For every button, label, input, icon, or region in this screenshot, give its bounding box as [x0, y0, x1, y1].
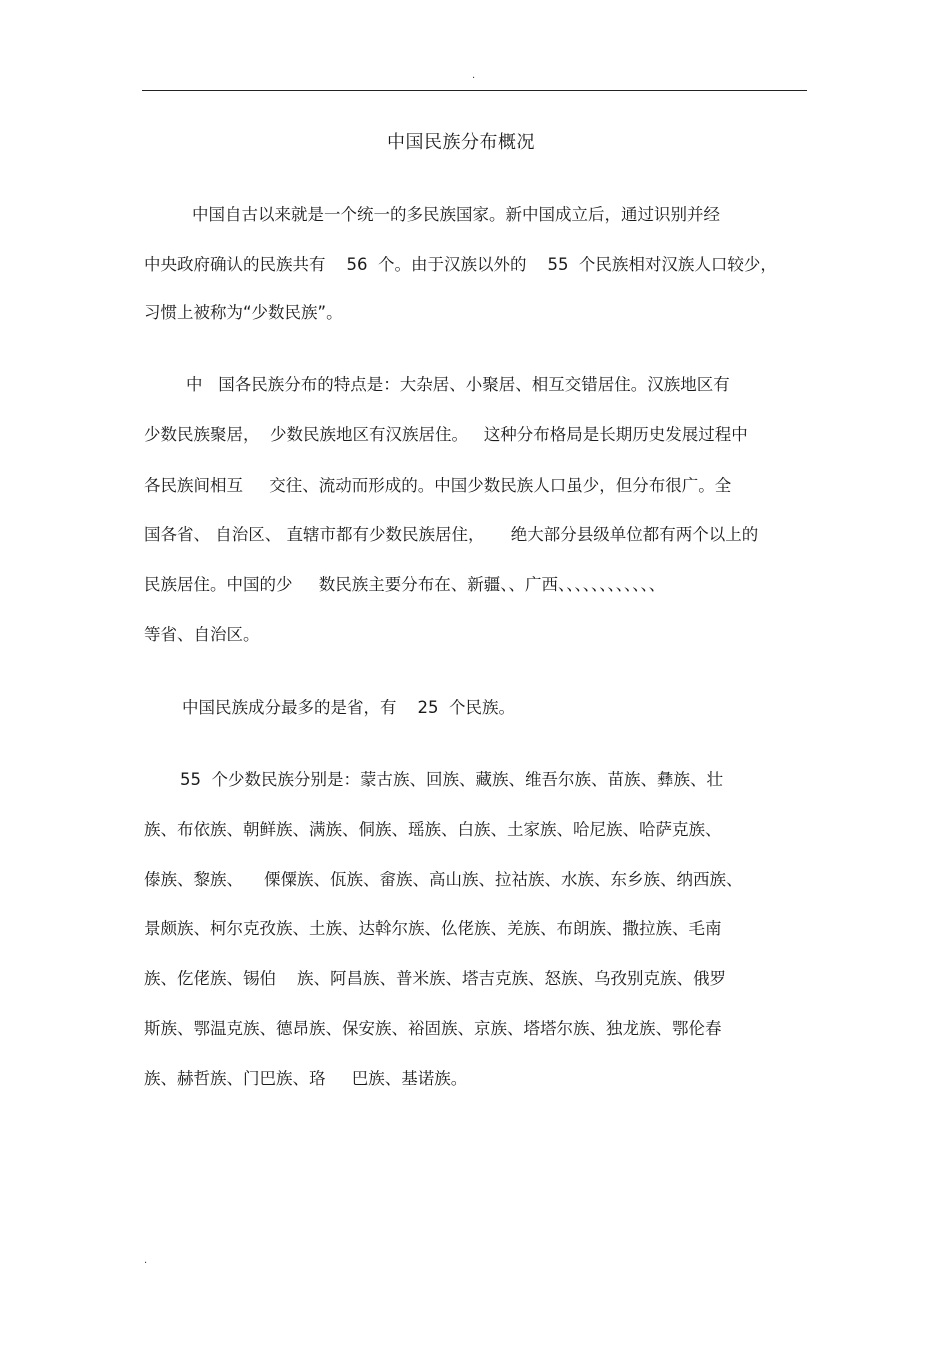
paragraph-4-line-4: 景颇族、柯尔克孜族、土族、达斡尔族、仫佬族、羌族、布朗族、撒拉族、毛南	[144, 919, 722, 938]
paragraph-2-line-6: 等省、自治区。	[144, 625, 260, 644]
paragraph-4-line-2: 族、布依族、朝鲜族、满族、侗族、瑶族、白族、土家族、哈尼族、哈萨克族、	[144, 820, 722, 839]
paragraph-2-line-3: 各民族间相互 交往、流动而形成的。中国少数民族人口虽少，但分布很广。全	[144, 476, 732, 495]
header-rule	[142, 90, 807, 91]
page-title: 中国民族分布概况	[387, 132, 535, 153]
paragraph-4-line-3: 傣族、黎族、 傈僳族、佤族、畲族、高山族、拉祜族、水族、东乡族、纳西族、	[144, 870, 743, 889]
paragraph-3-line-1: 中国民族成分最多的是省，有 25 个民族。	[182, 698, 515, 717]
paragraph-1-line-1: 中国自古以来就是一个统一的多民族国家。新中国成立后，通过识别并经	[192, 205, 720, 224]
footer-dot: .	[144, 1255, 148, 1266]
header-dot: .	[472, 70, 476, 81]
paragraph-4-line-1: 55 个少数民族分别是：蒙古族、回族、藏族、维吾尔族、苗族、彝族、壮	[180, 770, 723, 789]
paragraph-2-line-1: 中 国各民族分布的特点是：大杂居、小聚居、相互交错居住。汉族地区有	[186, 375, 730, 394]
paragraph-2-line-2: 少数民族聚居， 少数民族地区有汉族居住。 这种分布格局是长期历史发展过程中	[144, 425, 748, 444]
paragraph-1-line-2: 中央政府确认的民族共有 56 个。由于汉族以外的 55 个民族相对汉族人口较少，	[144, 255, 777, 274]
paragraph-2-line-4: 国各省、 自治区、 直辖市都有少数民族居住， 绝大部分县级单位都有两个以上的	[144, 525, 759, 544]
paragraph-4-line-7: 族、赫哲族、门巴族、珞 巴族、基诺族。	[144, 1069, 468, 1088]
paragraph-1-line-3: 习惯上被称为“少数民族”。	[144, 303, 343, 322]
paragraph-2-line-5: 民族居住。中国的少 数民族主要分布在、新疆、、广西、、、、、、、、、、、、	[144, 575, 666, 594]
paragraph-4-line-6: 斯族、鄂温克族、德昂族、保安族、裕固族、京族、塔塔尔族、独龙族、鄂伦春	[144, 1019, 722, 1038]
paragraph-4-line-5: 族、仡佬族、锡伯 族、阿昌族、普米族、塔吉克族、怒族、乌孜别克族、俄罗	[144, 969, 726, 988]
